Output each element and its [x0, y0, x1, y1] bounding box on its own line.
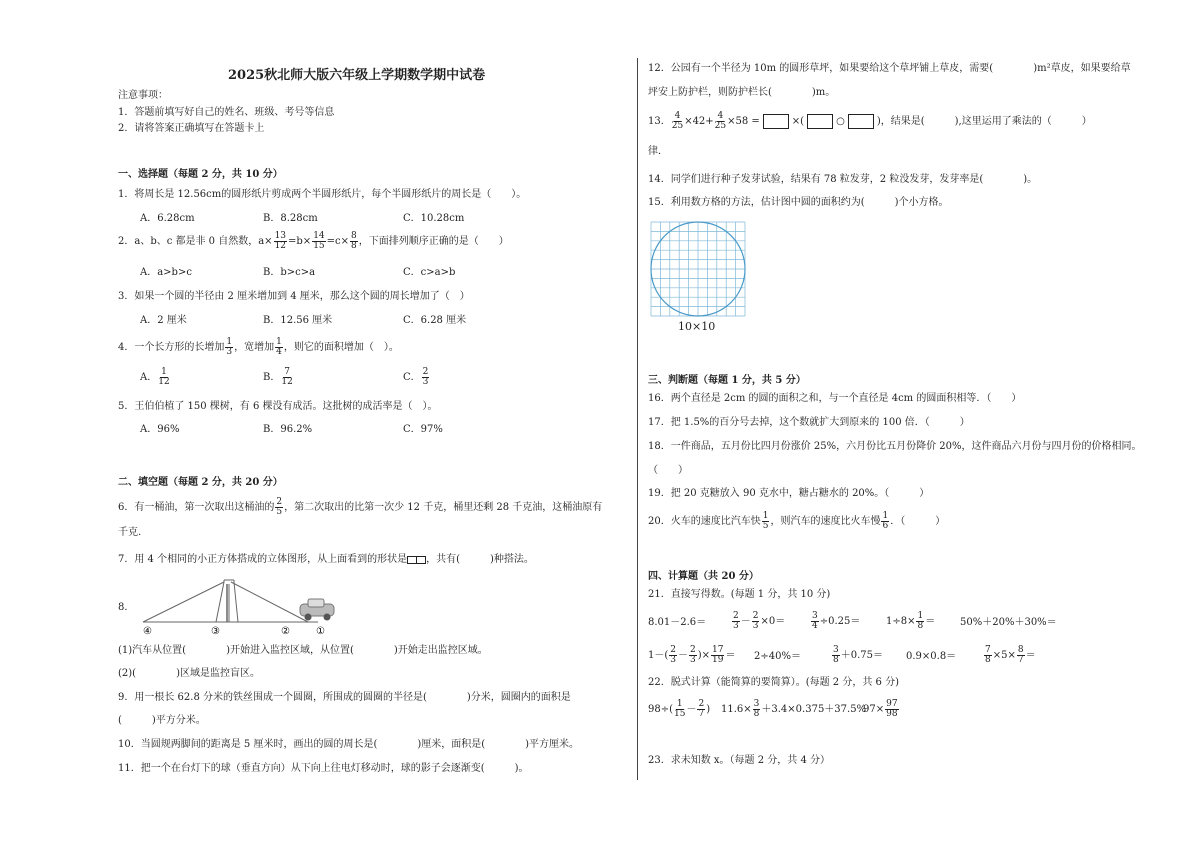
- calc-expr: 8.01－2.6＝: [648, 617, 707, 628]
- question-15: 15．利用数方格的方法，估计图中圆的面积约为( )个小方格。: [648, 197, 949, 208]
- q5-option-a: A．96%: [140, 424, 180, 435]
- question-10: 10．当圆规两脚间的距离是 5 厘米时，画出的圆的周长是( )厘米，面积是( )平方厘米。: [118, 739, 580, 750]
- notice-heading: 注意事项：: [118, 90, 168, 101]
- question-8-part2: (2)( )区域是监控盲区。: [118, 668, 260, 679]
- calc-expr: $\frac{7}{8}$ ×5× $\frac{8}{7}$ ＝: [985, 645, 1036, 665]
- question-23: 23．求未知数 x。（每题 2 分，共 4 分）: [648, 755, 830, 766]
- question-8-part1: (1)汽车从位置( )开始进入监控区域，从位置( )开始走出监控区域。: [118, 645, 488, 656]
- question-9-cont: ( )平方分米。: [118, 715, 206, 726]
- monitor-diagram: [138, 574, 368, 640]
- question-17: 17．把 1.5%的百分号去掉，这个数就扩大到原来的 100 倍．（ ）: [648, 417, 970, 428]
- question-3: 3．如果一个圆的半径由 2 厘米增加到 4 厘米，那么这个圆的周长增加了（ ）: [118, 291, 470, 302]
- question-2: 2．a、b、c 都是非 0 自然数，a× $\frac{13}{12}$ =b× $\frac{14}{15}$ =c× $\frac{8}{8}$ ，下面排列顺序正确的是（ ）: [118, 231, 509, 251]
- question-5: 5．王伯伯植了 150 棵树，有 6 棵没有成活。这批树的成活率是（ ）。: [118, 401, 438, 412]
- position-1-label: ①: [316, 626, 325, 637]
- q5-option-c: C．97%: [403, 424, 443, 435]
- fraction: $\frac{14}{15}$: [313, 231, 325, 251]
- question-13-cont: 律．: [648, 146, 668, 157]
- calc-expr: 11.6× $\frac{3}{8}$ ＋3.4×0.375＋37.5%: [721, 699, 867, 719]
- calc-expr: 1÷8× $\frac{1}{8}$ ＝: [886, 611, 936, 631]
- calc-expr: $\frac{3}{4}$ ÷0.25＝: [812, 611, 861, 631]
- fraction: $\frac{8}{8}$: [351, 231, 357, 251]
- section-heading-fill: 二、填空题（每题 2 分，共 20 分）: [118, 477, 283, 488]
- question-11: 11．把一个在台灯下的球（垂直方向）从下向上往电灯移动时，球的影子会逐渐变( )。: [118, 763, 529, 774]
- q2-option-b: B．b>c>a: [263, 267, 316, 278]
- q4-option-b: B． $\frac{7}{12}$: [263, 367, 293, 387]
- car-icon: [300, 599, 334, 621]
- calc-expr: 98÷( $\frac{1}{15}$ － $\frac{2}{7}$ ): [648, 699, 711, 719]
- notice-item: 2．请将答案正确填写在答题卡上: [118, 123, 265, 134]
- question-22: 22．脱式计算（能简算的要简算）。(每题 2 分，共 6 分): [648, 677, 899, 688]
- q3-option-a: A．2 厘米: [140, 315, 187, 326]
- left-column: [118, 0, 633, 849]
- question-4: 4．一个长方形的长增加 $\frac{1}{3}$ ，宽增加 $\frac{1}{4}$ ，则它的面积增加（ ）。: [118, 337, 399, 357]
- calc-expr: $\frac{3}{8}$ ＋0.75＝: [833, 645, 883, 665]
- q2-option-c: C．c>a>b: [403, 267, 456, 278]
- question-1: 1．将周长是 12.56cm的圆形纸片剪成两个半圆形纸片，每个半圆形纸片的周长是（ ）。: [118, 189, 527, 200]
- q3-option-c: C．6.28 厘米: [403, 315, 467, 326]
- column-divider: [637, 58, 638, 780]
- question-6: 6．有一桶油，第一次取出这桶油的 $\frac{2}{5}$ ，第二次取出的比第一次少 12 千克，桶里还剩 28 千克油，这桶油原有: [118, 497, 603, 517]
- circle-grid-figure: [650, 221, 746, 317]
- question-16: 16．两个直径是 2cm 的圆的面积之和，与一个直径是 4cm 的圆面积相等．（ ）: [648, 393, 1022, 404]
- q2-option-a: A．a>b>c: [140, 267, 192, 278]
- fraction: $\frac{13}{12}$: [274, 231, 287, 251]
- question-6-cont: 千克.: [118, 527, 142, 538]
- calc-expr: 1－( $\frac{2}{3}$ － $\frac{2}{3}$ )× $\frac{17}{19}$ ＝: [648, 645, 736, 665]
- question-20: 20．火车的速度比汽车快 $\frac{1}{5}$ ，则汽车的速度比火车慢 $\frac{1}{6}$ ．（ ）: [648, 511, 946, 531]
- calc-expr: 97× $\frac{97}{98}$: [863, 699, 898, 719]
- calc-expr: 0.9×0.8＝: [906, 651, 957, 662]
- question-13: 13． $\frac{4}{25}$ ×42+ $\frac{4}{25}$ ×58 = ×( ○ )，结果是( ),这里运用了乘法的（ ）: [648, 111, 1092, 131]
- q1-option-c: C．10.28cm: [403, 213, 465, 224]
- question-18: 18．一件商品，五月份比四月份涨价 25%，六月份比五月份降价 20%，这件商品六月份与四月份的价格相同。: [648, 441, 1142, 452]
- question-7: 7．用 4 个相同的小正方体搭成的立体图形，从上面看到的形状是 ，共有( )种搭法。: [118, 554, 534, 565]
- section-heading-choice: 一、选择题（每题 2 分，共 10 分）: [118, 169, 283, 180]
- q3-option-b: B．12.56 厘米: [263, 315, 333, 326]
- answer-box[interactable]: [807, 114, 833, 129]
- answer-box[interactable]: [848, 114, 874, 129]
- question-12: 12．公园有一个半径为 10m 的圆形草坪，如果要给这个草坪铺上草皮，需要( )m²草皮，如果要给草: [648, 63, 1131, 74]
- right-column: [648, 0, 1168, 849]
- q1-option-b: B．8.28cm: [263, 213, 318, 224]
- calc-expr: 2÷40%＝: [754, 651, 801, 662]
- grid-size-label: 10×10: [678, 320, 716, 333]
- q4-option-c: C． $\frac{2}{3}$: [403, 367, 429, 387]
- section-heading-calc: 四、计算题（共 20 分）: [648, 571, 759, 582]
- position-4-label: ④: [143, 626, 152, 637]
- top-view-square: [416, 556, 426, 564]
- notice-item: 1．答题前填写好自己的姓名、班级、考号等信息: [118, 107, 335, 118]
- position-2-label: ②: [281, 626, 290, 637]
- question-14: 14．同学们进行种子发芽试验，结果有 78 粒发芽，2 粒没发芽，发芽率是( )。: [648, 174, 1038, 185]
- calc-expr: $\frac{2}{3}$ － $\frac{2}{3}$ ×0＝: [733, 611, 786, 631]
- question-21: 21．直接写得数。(每题 1 分，共 10 分): [648, 589, 831, 600]
- page-title: 2025秋北师大版六年级上学期数学期中试卷: [228, 68, 486, 83]
- calc-expr: 50%＋20%＋30%＝: [960, 617, 1057, 628]
- q1-option-a: A．6.28cm: [140, 213, 195, 224]
- answer-box[interactable]: [763, 114, 789, 129]
- position-3-label: ③: [211, 626, 220, 637]
- question-12-cont: 坪安上防护栏，则防护栏长( )m。: [648, 87, 836, 98]
- q5-option-b: B．96.2%: [263, 424, 313, 435]
- question-18-cont: （ ）: [648, 465, 688, 476]
- question-9: 9．用一根长 62.8 分米的铁丝围成一个圆圈，所围成的圆圈的半径是( )分米，圆圈内的面积是: [118, 692, 571, 703]
- section-heading-judge: 三、判断题（每题 1 分，共 5 分）: [648, 375, 806, 386]
- question-8-number: 8．: [118, 602, 135, 613]
- question-19: 19．把 20 克糖放入 90 克水中，糖占糖水的 20%。（ ）: [648, 488, 930, 499]
- q4-option-a: A． $\frac{1}{12}$: [140, 367, 170, 387]
